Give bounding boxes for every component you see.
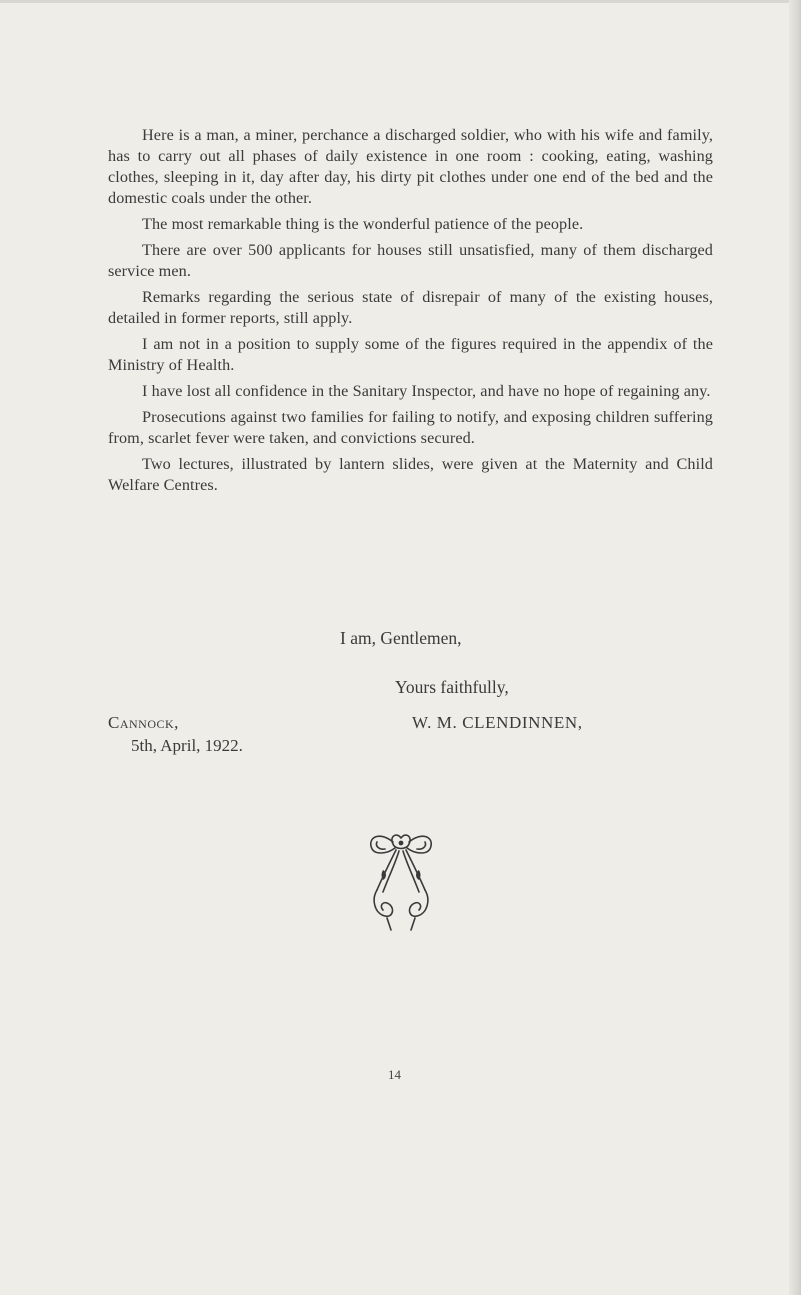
page-right-edge: [789, 0, 801, 1295]
paragraph-lectures: Two lectures, illustrated by lantern slides, were given at the Maternity and Child Welfare Centres.: [108, 455, 713, 494]
letter-date: 5th, April, 1922.: [131, 736, 243, 755]
place-name: Cannock,: [108, 713, 179, 732]
signature-name: W. M. CLENDINNEN,: [412, 713, 583, 732]
paragraph-figures: I am not in a position to supply some of the figures required in the appendix of the Ministry of Health.: [108, 335, 713, 374]
paragraph-inspector: I have lost all confidence in the Sanitary Inspector, and have no hope of regaining any.: [142, 382, 711, 400]
paragraph-disrepair: Remarks regarding the serious state of disrepair of many of the existing houses, detailed in former reports, still apply.: [108, 288, 713, 327]
page-number: 14: [388, 1067, 401, 1082]
printers-ornament-icon: [363, 830, 439, 932]
closing-line: I am, Gentlemen,: [340, 628, 462, 648]
paragraph-prosecutions: Prosecutions against two families for failing to notify, and exposing children suffering from, scarlet fever were taken, and convictions secured.: [108, 408, 713, 447]
body-text: [108, 125, 713, 501]
paragraph-patience: The most remarkable thing is the wonderful patience of the people.: [142, 215, 584, 233]
paragraph-applicants: There are over 500 applicants for houses still unsatisfied, many of them discharged service men.: [108, 241, 713, 280]
page-top-edge: [0, 0, 801, 3]
paragraph-living-conditions: Here is a man, a miner, perchance a discharged soldier, who with his wife and family, has to carry out all phases of daily existence in one room : cooking, eating, washing clothes, sleeping in it, day after day, his dirty pit clothes under one end of the bed and the domestic coals under the other.: [108, 126, 713, 207]
valediction: Yours faithfully,: [395, 677, 509, 697]
